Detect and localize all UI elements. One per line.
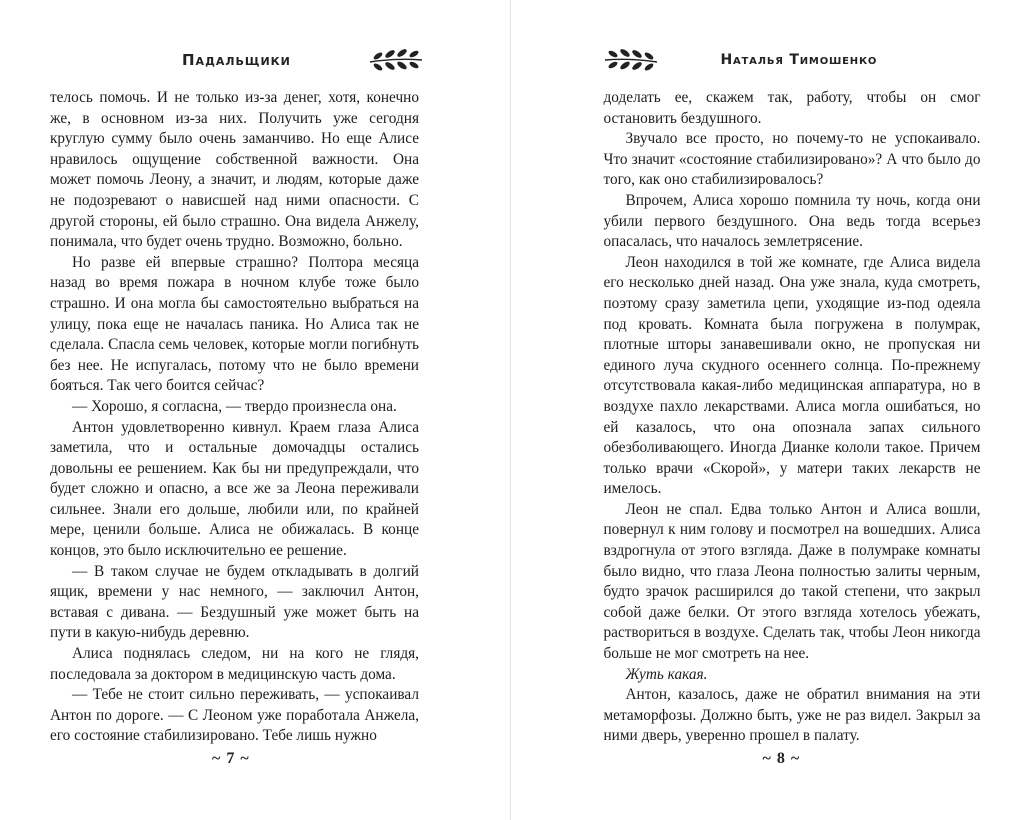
paragraph: Леон не спал. Едва только Антон и Алиса вошли, повернул к ним голову и посмотрел на вошедших. Алиса вздрогнула от этого взгляда. Даже в полумраке комнаты было видно, что глаза Леона полностью залиты черным, будто зрачок расширился до такой степени, что закрыл собой даже белки. От этого взгляда хотелось убежать, раствориться в воздухе. Сделать так, чтобы Леон никогда больше не мог смотреть на нее. xyxy=(603,500,981,663)
running-title: Падальщики xyxy=(182,51,291,69)
left-page-header xyxy=(0,46,510,74)
italic-thought: Жуть какая. xyxy=(625,665,708,683)
paragraph: Антон удовлетворенно кивнул. Краем глаза Алиса заметила, что и остальные домочадцы остались довольны ее решением. Как бы ни предупреждали, что будет сложно и опасно, а все же за Леона переживали сильнее. Знали его дольше, любили или, по крайней мере, ценили больше. Алиса не обижалась. В конце концов, это было исключительно ее решение. xyxy=(50,418,419,560)
author-name: Наталья Тимошенко xyxy=(720,52,878,68)
paragraph: Антон, казалось, даже не обратил внимания на эти метаморфозы. Должно быть, уже не раз видел. Закрыл за ними дверь, уверенно прошел в палату. xyxy=(603,686,981,745)
page-number: ~ 8 ~ xyxy=(762,750,801,767)
right-body-text xyxy=(604,88,981,747)
left-body-text xyxy=(50,88,419,747)
leaf-branch-icon xyxy=(603,46,659,74)
paragraph: Впрочем, Алиса хорошо помнила ту ночь, когда они убили первого бездушного. Она ведь тогда всерьез опасалась, что началось землетрясение. xyxy=(603,191,981,251)
paragraph: Алиса поднялась следом, ни на кого не глядя, последовала за доктором в медицинскую часть дома. xyxy=(50,645,419,683)
right-page-header xyxy=(511,46,1021,74)
paragraph: — Хорошо, я согласна, — твердо произнесла она. xyxy=(72,397,397,415)
paragraph-italic xyxy=(604,665,981,686)
leaf-branch-icon xyxy=(368,46,424,74)
paragraph: Звучало все просто, но почему-то не успокаивало. Что значит «состояние стабилизировано»? А что было до того, как оно стабилизировалось? xyxy=(603,130,981,189)
paragraph: доделать ее, скажем так, работу, чтобы он смог остановить бездушного. xyxy=(603,89,981,127)
paragraph: телось помочь. И не только из-за денег, хотя, конечно же, в основном из-за них. Получить уже сегодня круглую сумму было очень заманчиво. Но еще Алисе нравилось ощущение собственной важности. Она может помочь Леону, а значит, и людям, которые даже не подозревают о нависшей над ними опасности. С другой стороны, ей было страшно. Она видела Анжелу, понимала, что будет очень трудно. Возможно, больно. xyxy=(50,89,419,251)
right-page xyxy=(511,0,1021,820)
page-number: ~ 7 ~ xyxy=(212,750,250,767)
paragraph: Леон находился в той же комнате, где Алиса видела его несколько дней назад. Она уже знала, куда смотреть, поэтому сразу заметила цепи, уходящие из-под одеяла под кровать. Комната была погружена в полумрак, плотные шторы занавешивали окно, не пропуская ни единого луча скудного осеннего солнца. По-прежнему отсутствовала какая-либо медицинская аппаратура, но в воздухе пахло лекарствами. Алиса могла ошибаться, но ей казалось, что она опознала запах сильного обезболивающего. Иногда Дианке кололи такое. Причем только врачи «Скорой», у матери таких лекарств не имелось. xyxy=(603,253,981,498)
paragraph: — В таком случае не будем откладывать в долгий ящик, времени у нас немного, — заключил Антон, вставая с дивана. — Бездушный уже может быть на пути в какую-нибудь деревню. xyxy=(50,562,419,642)
paragraph: Но разве ей впервые страшно? Полтора месяца назад во время пожара в ночном клубе тоже было страшно. И она могла бы самостоятельно выбраться на улицу, пока еще не началась паника. Но Алиса так не сделала. Спасла семь человек, которые могли погибнуть без нее. Не испугалась, потому что не было времени бояться. Так чего боится сейчас? xyxy=(50,253,419,395)
paragraph: — Тебе не стоит сильно переживать, — успокаивал Антон по дороге. — С Леоном уже поработала Анжела, его состояние стабилизировано. Тебе лишь нужно xyxy=(50,686,419,745)
